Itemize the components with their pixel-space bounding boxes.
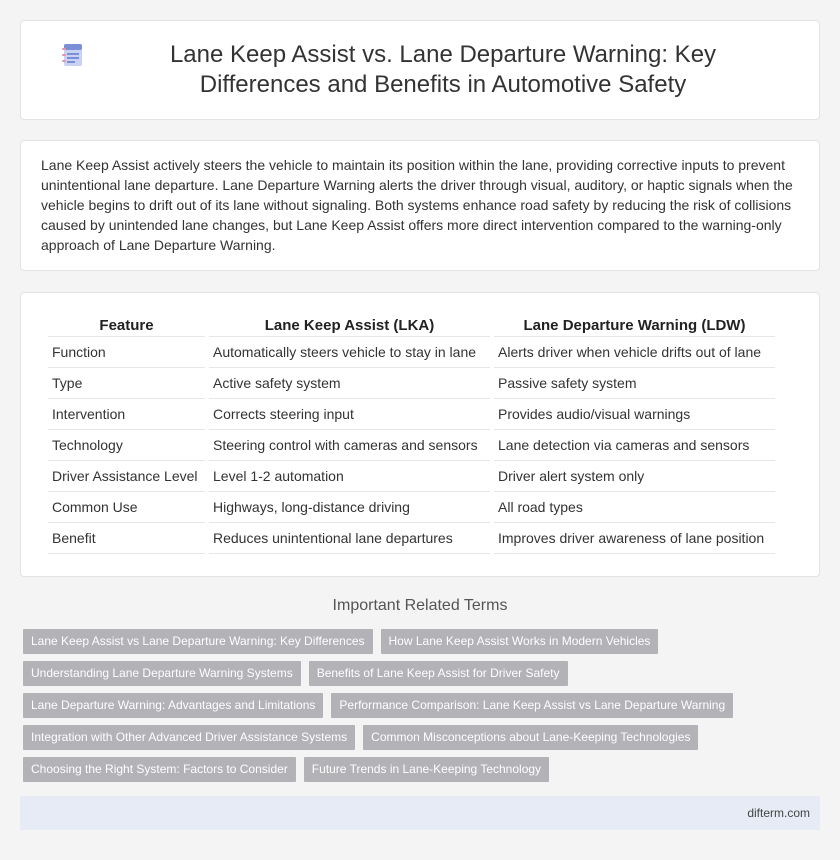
related-term-link[interactable]: Future Trends in Lane-Keeping Technology bbox=[304, 757, 549, 782]
intro-card bbox=[20, 140, 820, 271]
table-row bbox=[48, 523, 775, 554]
footer-site-link[interactable]: difterm.com bbox=[747, 806, 810, 820]
cell-ldw: Driver alert system only bbox=[494, 461, 775, 492]
cell-lka: Automatically steers vehicle to stay in lane bbox=[209, 337, 490, 368]
cell-lka: Reduces unintentional lane departures bbox=[209, 523, 490, 554]
cell-feature: Type bbox=[48, 368, 205, 399]
related-terms-list bbox=[23, 629, 823, 789]
cell-feature: Intervention bbox=[48, 399, 205, 430]
table-row bbox=[48, 337, 775, 368]
comparison-card bbox=[20, 292, 820, 577]
cell-lka: Active safety system bbox=[209, 368, 490, 399]
cell-feature: Technology bbox=[48, 430, 205, 461]
cell-lka: Level 1-2 automation bbox=[209, 461, 490, 492]
related-term-link[interactable]: Choosing the Right System: Factors to Consider bbox=[23, 757, 296, 782]
document-icon bbox=[61, 42, 87, 68]
cell-ldw: All road types bbox=[494, 492, 775, 523]
related-term-link[interactable]: Lane Keep Assist vs Lane Departure Warning: Key Differences bbox=[23, 629, 373, 654]
related-term-link[interactable]: How Lane Keep Assist Works in Modern Vehicles bbox=[381, 629, 659, 654]
table-row bbox=[48, 430, 775, 461]
intro-paragraph: Lane Keep Assist actively steers the vehicle to maintain its position within the lane, providing corrective inputs to prevent unintentional lane departure. Lane Departure Warning alerts the driver through visual, auditory, or haptic signals when the vehicle begins to drift out of its lane without signaling. Both systems enhance road safety by reducing the risk of collisions caused by unintended lane changes, but Lane Keep Assist offers more direct intervention compared to the warning-only approach of Lane Departure Warning. bbox=[41, 157, 793, 253]
comparison-table bbox=[44, 311, 779, 554]
related-term-link[interactable]: Understanding Lane Departure Warning Systems bbox=[23, 661, 301, 686]
cell-feature: Benefit bbox=[48, 523, 205, 554]
table-header-row bbox=[48, 311, 775, 337]
related-term-link[interactable]: Performance Comparison: Lane Keep Assist vs Lane Departure Warning bbox=[331, 693, 733, 718]
title-card bbox=[20, 20, 820, 120]
cell-feature: Driver Assistance Level bbox=[48, 461, 205, 492]
table-row bbox=[48, 461, 775, 492]
related-terms-heading: Important Related Terms bbox=[332, 597, 508, 614]
related-term-link[interactable]: Lane Departure Warning: Advantages and Limitations bbox=[23, 693, 323, 718]
cell-lka: Steering control with cameras and sensors bbox=[209, 430, 490, 461]
cell-lka: Highways, long-distance driving bbox=[209, 492, 490, 523]
footer bbox=[20, 796, 820, 830]
related-term-link[interactable]: Common Misconceptions about Lane-Keeping Technologies bbox=[363, 725, 698, 750]
cell-feature: Common Use bbox=[48, 492, 205, 523]
cell-ldw: Alerts driver when vehicle drifts out of lane bbox=[494, 337, 775, 368]
page-title: Lane Keep Assist vs. Lane Departure Warning: Key Differences and Benefits in Automotive Safety bbox=[169, 41, 717, 98]
cell-ldw: Provides audio/visual warnings bbox=[494, 399, 775, 430]
cell-feature: Function bbox=[48, 337, 205, 368]
table-row bbox=[48, 399, 775, 430]
table-row bbox=[48, 492, 775, 523]
table-row bbox=[48, 368, 775, 399]
cell-ldw: Improves driver awareness of lane position bbox=[494, 523, 775, 554]
title-wrap bbox=[21, 21, 819, 119]
related-term-link[interactable]: Benefits of Lane Keep Assist for Driver Safety bbox=[309, 661, 568, 686]
header-feature: Feature bbox=[48, 311, 205, 337]
header-lka: Lane Keep Assist (LKA) bbox=[209, 311, 490, 337]
related-term-link[interactable]: Integration with Other Advanced Driver Assistance Systems bbox=[23, 725, 355, 750]
cell-ldw: Passive safety system bbox=[494, 368, 775, 399]
cell-ldw: Lane detection via cameras and sensors bbox=[494, 430, 775, 461]
header-ldw: Lane Departure Warning (LDW) bbox=[494, 311, 775, 337]
cell-lka: Corrects steering input bbox=[209, 399, 490, 430]
